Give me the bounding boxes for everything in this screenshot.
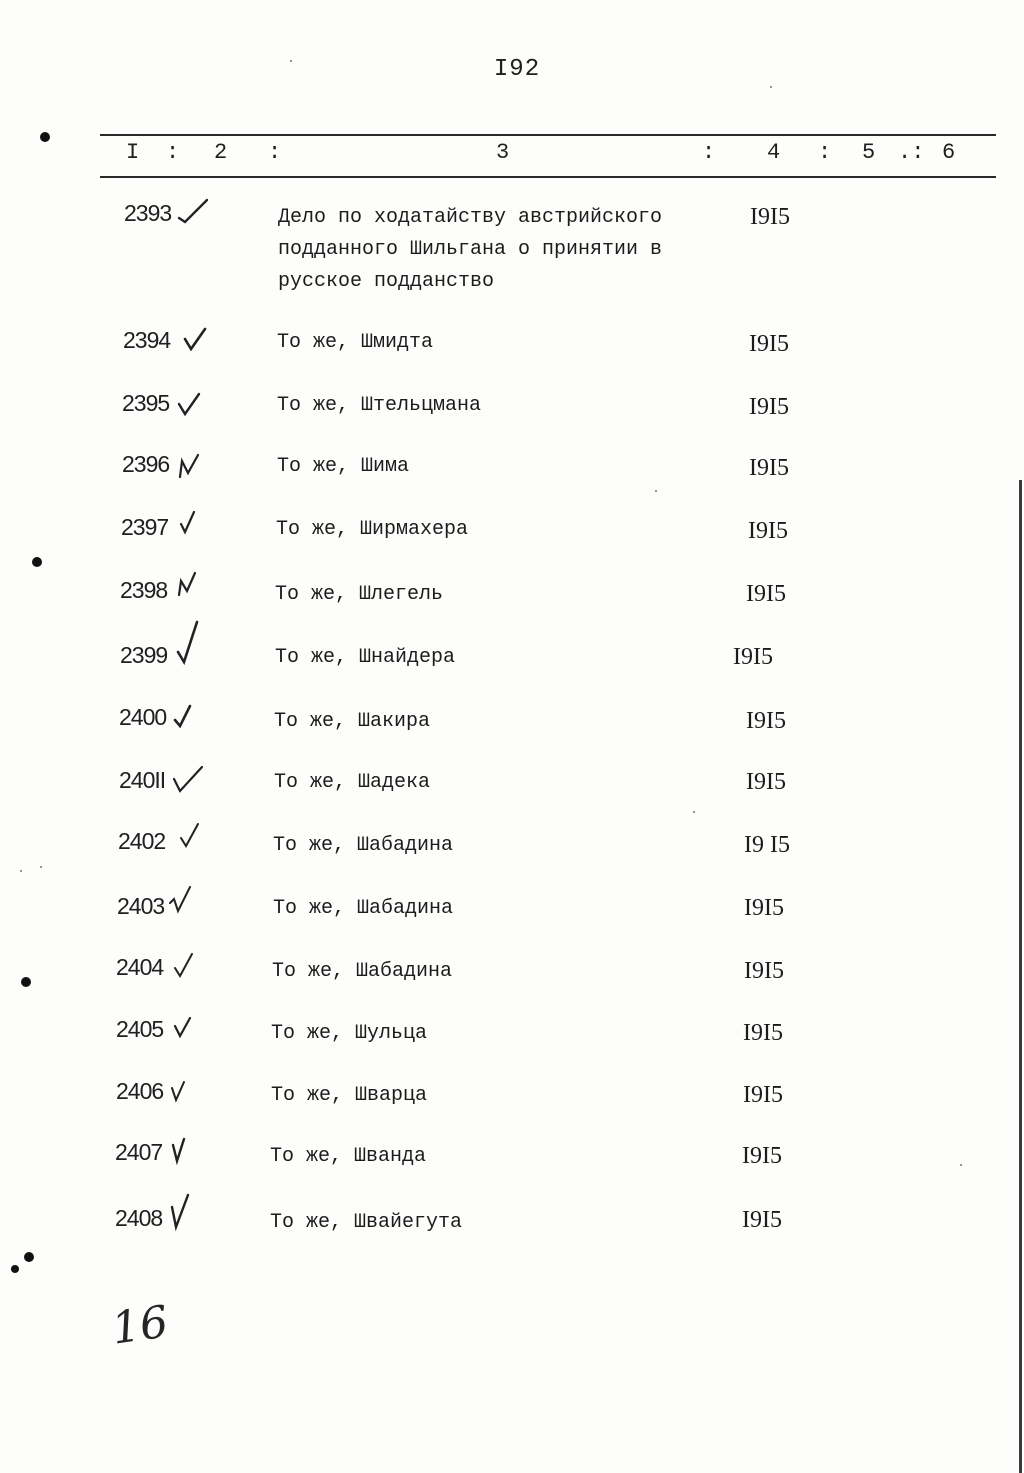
check-mark-icon bbox=[172, 952, 198, 982]
entry-number: 2395 bbox=[122, 390, 170, 416]
binding-hole bbox=[32, 557, 42, 567]
paper-speck bbox=[20, 870, 22, 872]
header-col-2: 2 bbox=[214, 140, 228, 165]
entry-year: I9 I5 bbox=[744, 832, 790, 858]
check-mark-icon bbox=[182, 325, 208, 355]
entry-year: I9I5 bbox=[743, 1082, 783, 1108]
binding-hole bbox=[21, 977, 31, 987]
entry-number: 2406 bbox=[116, 1078, 164, 1104]
header-col-5: 5 bbox=[862, 140, 876, 165]
column-header-row bbox=[0, 140, 1024, 170]
page-number: I92 bbox=[493, 56, 541, 83]
entry-number: 2400 bbox=[119, 704, 167, 730]
paper-speck bbox=[693, 811, 695, 813]
entry-title: То же, Шнайдера bbox=[275, 646, 456, 669]
paper-speck bbox=[655, 490, 657, 492]
check-mark-icon bbox=[172, 1014, 198, 1044]
entry-year: I9I5 bbox=[750, 204, 790, 230]
entry-title: То же, Швайегута bbox=[270, 1211, 463, 1234]
binding-hole bbox=[11, 1265, 19, 1273]
entry-number: 2407 bbox=[115, 1139, 163, 1165]
entry-title: То же, Штельцмана bbox=[277, 394, 482, 417]
header-col-4: 4 bbox=[767, 140, 781, 165]
entry-year: I9I5 bbox=[742, 1143, 782, 1169]
check-mark-icon bbox=[176, 510, 202, 540]
handwritten-folio-number: 16 bbox=[108, 1296, 172, 1355]
entry-year: I9I5 bbox=[749, 394, 789, 420]
page-edge-shadow bbox=[1019, 480, 1022, 1473]
header-bottom-rule bbox=[100, 176, 996, 178]
header-separator: .: bbox=[898, 140, 925, 165]
check-mark-icon bbox=[176, 451, 202, 481]
header-separator: : bbox=[818, 140, 832, 165]
check-mark-icon bbox=[172, 704, 198, 734]
header-col-3: 3 bbox=[496, 140, 510, 165]
check-mark-icon bbox=[178, 822, 204, 852]
paper-speck bbox=[960, 1164, 962, 1166]
entry-year: I9I5 bbox=[743, 1020, 783, 1046]
entry-title: То же, Шлегель bbox=[275, 583, 444, 606]
header-col-6: 6 bbox=[942, 140, 956, 165]
entry-number: 2398 bbox=[120, 577, 168, 603]
check-mark-icon bbox=[168, 1078, 194, 1108]
entry-number: 2394 bbox=[123, 327, 171, 353]
entry-title: То же, Шабадина bbox=[273, 897, 454, 920]
entry-number: 2403 bbox=[117, 893, 165, 919]
entry-year: I9I5 bbox=[742, 1207, 782, 1233]
paper-speck bbox=[770, 86, 772, 88]
entry-title: То же, Шварца bbox=[271, 1084, 428, 1107]
check-mark-icon bbox=[177, 198, 211, 228]
entry-year: I9I5 bbox=[749, 455, 789, 481]
entry-number: 2404 bbox=[116, 954, 164, 980]
entry-title: То же, Шабадина bbox=[272, 960, 453, 983]
entry-title: То же, Шульца bbox=[271, 1022, 428, 1045]
check-mark-icon bbox=[168, 1137, 194, 1167]
entry-title: То же, Ширмахера bbox=[276, 518, 469, 541]
check-mark-icon bbox=[175, 571, 201, 601]
entry-number: 2405 bbox=[116, 1016, 164, 1042]
entry-year: I9I5 bbox=[746, 769, 786, 795]
header-separator: : bbox=[268, 140, 282, 165]
header-separator: : bbox=[702, 140, 716, 165]
check-mark-icon bbox=[168, 1193, 194, 1233]
check-mark-icon bbox=[168, 885, 194, 915]
entry-number: 2399 bbox=[120, 642, 168, 668]
entry-number: 2393 bbox=[124, 200, 172, 226]
entry-year: I9I5 bbox=[744, 958, 784, 984]
entry-number: 2402 bbox=[118, 828, 166, 854]
entry-title: То же, Шадека bbox=[274, 771, 431, 794]
entry-number: 2396 bbox=[122, 451, 170, 477]
entry-title: То же, Шванда bbox=[270, 1145, 427, 1168]
entry-year: I9I5 bbox=[746, 581, 786, 607]
check-mark-icon bbox=[172, 765, 204, 795]
entry-number: 2397 bbox=[121, 514, 169, 540]
paper-speck bbox=[40, 866, 42, 868]
entry-title: То же, Шакира bbox=[274, 710, 431, 733]
header-separator: : bbox=[166, 140, 180, 165]
entry-title: То же, Шмидта bbox=[277, 331, 434, 354]
entry-year: I9I5 bbox=[746, 708, 786, 734]
header-col-1: I bbox=[126, 140, 140, 165]
entry-year: I9I5 bbox=[748, 518, 788, 544]
entry-title: То же, Шабадина bbox=[273, 834, 454, 857]
check-mark-icon bbox=[176, 390, 202, 420]
check-mark-icon bbox=[175, 620, 201, 668]
entry-year: I9I5 bbox=[733, 644, 773, 670]
header-top-rule bbox=[100, 134, 996, 136]
entry-number: 2408 bbox=[115, 1205, 163, 1231]
entry-title: Дело по ходатайству австрийского подданного Шильгана о принятии в русское подданство bbox=[278, 206, 663, 293]
binding-hole bbox=[24, 1252, 34, 1262]
entry-number: 240II bbox=[119, 767, 166, 793]
entry-year: I9I5 bbox=[749, 331, 789, 357]
entry-title: То же, Шима bbox=[277, 455, 410, 478]
entry-year: I9I5 bbox=[744, 895, 784, 921]
